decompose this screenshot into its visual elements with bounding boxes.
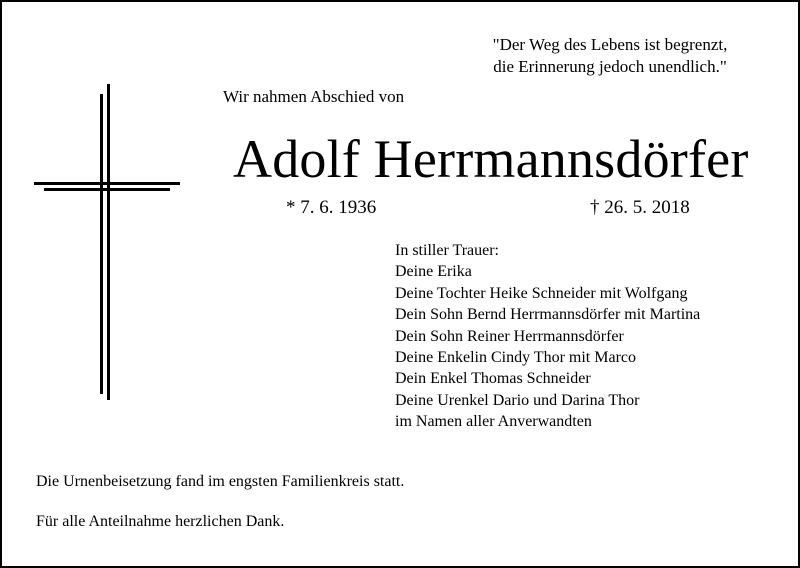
thanks-note: Für alle Anteilnahme herzlichen Dank.: [36, 513, 285, 530]
birth-date: * 7. 6. 1936: [286, 197, 377, 218]
mourners-heading: In stiller Trauer:: [395, 242, 499, 259]
death-date: † 26. 5. 2018: [590, 197, 690, 218]
deceased-name: Adolf Herrmannsdörfer: [233, 129, 749, 189]
mourner-entry: Deine Tochter Heike Schneider mit Wolfgang: [395, 284, 688, 302]
cross-icon: [30, 82, 182, 402]
burial-note: Die Urnenbeisetzung fand im engsten Familienkreis statt.: [36, 473, 405, 490]
mourner-entry: im Namen aller Anverwandten: [395, 413, 592, 431]
memorial-quote: [440, 34, 780, 78]
mourner-entry: Deine Erika: [395, 263, 472, 281]
mourner-entry: Deine Urenkel Dario und Darina Thor: [395, 391, 640, 409]
mourner-entry: Dein Sohn Reiner Herrmannsdörfer: [395, 327, 624, 345]
mourner-entry: Dein Enkel Thomas Schneider: [395, 370, 591, 388]
mourner-entry: Dein Sohn Bernd Herrmannsdörfer mit Martina: [395, 306, 701, 324]
farewell-intro: Wir nahmen Abschied von: [223, 87, 405, 106]
quote-line-2: die Erinnerung jedoch unendlich.": [493, 57, 727, 76]
mourner-entry: Deine Enkelin Cindy Thor mit Marco: [395, 349, 636, 367]
mourners-list: [395, 240, 700, 433]
quote-line-1: "Der Weg des Lebens ist begrenzt,: [492, 35, 728, 54]
